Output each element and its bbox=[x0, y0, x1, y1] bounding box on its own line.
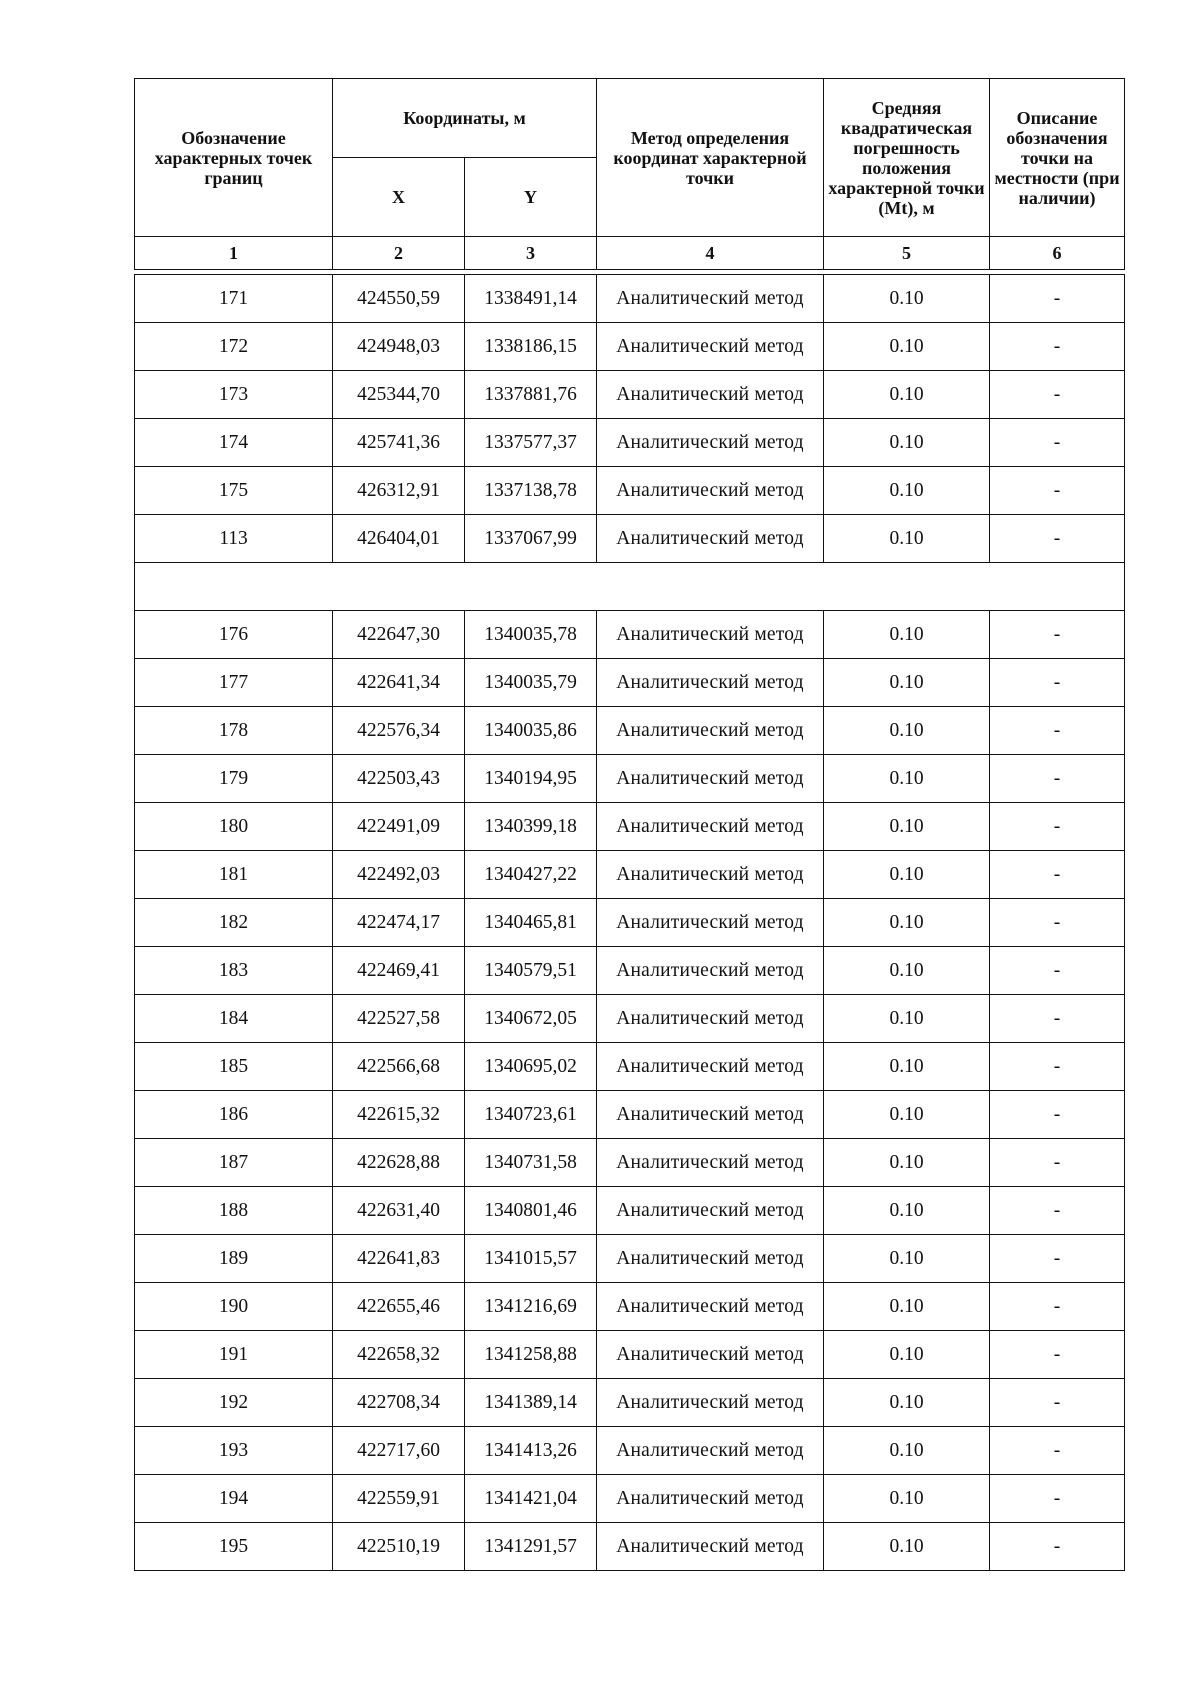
cell-y: 1340035,79 bbox=[465, 659, 597, 707]
cell-description: - bbox=[990, 1331, 1125, 1379]
cell-description: - bbox=[990, 659, 1125, 707]
cell-y: 1340695,02 bbox=[465, 1043, 597, 1091]
cell-method: Аналитический метод bbox=[597, 1523, 824, 1571]
cell-description: - bbox=[990, 1091, 1125, 1139]
cell-description: - bbox=[990, 1523, 1125, 1571]
cell-description: - bbox=[990, 323, 1125, 371]
cell-point: 192 bbox=[135, 1379, 333, 1427]
cell-y: 1341291,57 bbox=[465, 1523, 597, 1571]
cell-point: 185 bbox=[135, 1043, 333, 1091]
cell-error: 0.10 bbox=[824, 1379, 990, 1427]
column-number: 4 bbox=[597, 237, 824, 270]
cell-y: 1337138,78 bbox=[465, 467, 597, 515]
cell-error: 0.10 bbox=[824, 1331, 990, 1379]
cell-method: Аналитический метод bbox=[597, 371, 824, 419]
cell-error: 0.10 bbox=[824, 947, 990, 995]
cell-x: 422469,41 bbox=[333, 947, 465, 995]
cell-error: 0.10 bbox=[824, 899, 990, 947]
table-row bbox=[135, 371, 1125, 419]
cell-method: Аналитический метод bbox=[597, 275, 824, 323]
column-number-row bbox=[135, 237, 1125, 270]
header-coordinates: Координаты, м bbox=[333, 79, 597, 158]
table-row bbox=[135, 1283, 1125, 1331]
cell-x: 425741,36 bbox=[333, 419, 465, 467]
cell-description: - bbox=[990, 419, 1125, 467]
header-point-designation: Обозначение характерных точек границ bbox=[135, 79, 333, 237]
cell-point: 191 bbox=[135, 1331, 333, 1379]
cell-error: 0.10 bbox=[824, 515, 990, 563]
cell-description: - bbox=[990, 467, 1125, 515]
cell-x: 422641,34 bbox=[333, 659, 465, 707]
table-row bbox=[135, 1475, 1125, 1523]
cell-method: Аналитический метод bbox=[597, 515, 824, 563]
cell-point: 179 bbox=[135, 755, 333, 803]
cell-x: 426312,91 bbox=[333, 467, 465, 515]
cell-description: - bbox=[990, 275, 1125, 323]
table-row bbox=[135, 1235, 1125, 1283]
cell-error: 0.10 bbox=[824, 1283, 990, 1331]
cell-point: 184 bbox=[135, 995, 333, 1043]
table-row bbox=[135, 659, 1125, 707]
cell-point: 113 bbox=[135, 515, 333, 563]
cell-description: - bbox=[990, 1187, 1125, 1235]
cell-y: 1338186,15 bbox=[465, 323, 597, 371]
cell-method: Аналитический метод bbox=[597, 1187, 824, 1235]
column-number: 3 bbox=[465, 237, 597, 270]
cell-x: 422717,60 bbox=[333, 1427, 465, 1475]
cell-method: Аналитический метод bbox=[597, 323, 824, 371]
cell-method: Аналитический метод bbox=[597, 1235, 824, 1283]
cell-x: 422647,30 bbox=[333, 611, 465, 659]
cell-point: 175 bbox=[135, 467, 333, 515]
cell-point: 174 bbox=[135, 419, 333, 467]
cell-y: 1341389,14 bbox=[465, 1379, 597, 1427]
cell-error: 0.10 bbox=[824, 371, 990, 419]
cell-y: 1340399,18 bbox=[465, 803, 597, 851]
cell-error: 0.10 bbox=[824, 803, 990, 851]
cell-x: 424948,03 bbox=[333, 323, 465, 371]
table-row bbox=[135, 323, 1125, 371]
cell-y: 1340672,05 bbox=[465, 995, 597, 1043]
cell-x: 422527,58 bbox=[333, 995, 465, 1043]
column-number: 5 bbox=[824, 237, 990, 270]
cell-method: Аналитический метод bbox=[597, 1379, 824, 1427]
cell-error: 0.10 bbox=[824, 1523, 990, 1571]
cell-error: 0.10 bbox=[824, 611, 990, 659]
cell-y: 1340194,95 bbox=[465, 755, 597, 803]
cell-y: 1340801,46 bbox=[465, 1187, 597, 1235]
cell-method: Аналитический метод bbox=[597, 803, 824, 851]
cell-point: 187 bbox=[135, 1139, 333, 1187]
document-page bbox=[134, 78, 1124, 1571]
cell-method: Аналитический метод bbox=[597, 755, 824, 803]
section-separator-row bbox=[135, 563, 1125, 611]
cell-y: 1341216,69 bbox=[465, 1283, 597, 1331]
cell-x: 426404,01 bbox=[333, 515, 465, 563]
cell-y: 1340427,22 bbox=[465, 851, 597, 899]
cell-method: Аналитический метод bbox=[597, 1283, 824, 1331]
cell-y: 1337067,99 bbox=[465, 515, 597, 563]
table-row bbox=[135, 995, 1125, 1043]
cell-description: - bbox=[990, 851, 1125, 899]
table-row bbox=[135, 275, 1125, 323]
cell-description: - bbox=[990, 1043, 1125, 1091]
cell-description: - bbox=[990, 1427, 1125, 1475]
cell-method: Аналитический метод bbox=[597, 899, 824, 947]
cell-y: 1341413,26 bbox=[465, 1427, 597, 1475]
cell-x: 422631,40 bbox=[333, 1187, 465, 1235]
cell-description: - bbox=[990, 755, 1125, 803]
table-row bbox=[135, 1379, 1125, 1427]
cell-method: Аналитический метод bbox=[597, 467, 824, 515]
cell-error: 0.10 bbox=[824, 323, 990, 371]
table-row bbox=[135, 1139, 1125, 1187]
cell-error: 0.10 bbox=[824, 1235, 990, 1283]
cell-method: Аналитический метод bbox=[597, 851, 824, 899]
cell-error: 0.10 bbox=[824, 1139, 990, 1187]
cell-description: - bbox=[990, 515, 1125, 563]
table-row bbox=[135, 755, 1125, 803]
cell-point: 188 bbox=[135, 1187, 333, 1235]
cell-point: 180 bbox=[135, 803, 333, 851]
cell-error: 0.10 bbox=[824, 1475, 990, 1523]
cell-error: 0.10 bbox=[824, 659, 990, 707]
cell-description: - bbox=[990, 995, 1125, 1043]
cell-error: 0.10 bbox=[824, 851, 990, 899]
cell-y: 1340723,61 bbox=[465, 1091, 597, 1139]
cell-error: 0.10 bbox=[824, 467, 990, 515]
cell-x: 424550,59 bbox=[333, 275, 465, 323]
table-row bbox=[135, 1523, 1125, 1571]
column-number: 1 bbox=[135, 237, 333, 270]
cell-description: - bbox=[990, 1139, 1125, 1187]
cell-x: 422576,34 bbox=[333, 707, 465, 755]
table-row bbox=[135, 1091, 1125, 1139]
table-row bbox=[135, 467, 1125, 515]
cell-x: 422655,46 bbox=[333, 1283, 465, 1331]
table-header bbox=[135, 79, 1125, 275]
cell-method: Аналитический метод bbox=[597, 1475, 824, 1523]
cell-point: 193 bbox=[135, 1427, 333, 1475]
cell-point: 182 bbox=[135, 899, 333, 947]
cell-point: 177 bbox=[135, 659, 333, 707]
table-row bbox=[135, 803, 1125, 851]
cell-point: 178 bbox=[135, 707, 333, 755]
cell-error: 0.10 bbox=[824, 707, 990, 755]
header-description: Описание обозначения точки на местности (при наличии) bbox=[990, 79, 1125, 237]
cell-error: 0.10 bbox=[824, 995, 990, 1043]
coordinates-table bbox=[134, 78, 1125, 1571]
cell-error: 0.10 bbox=[824, 755, 990, 803]
cell-y: 1340731,58 bbox=[465, 1139, 597, 1187]
cell-x: 422658,32 bbox=[333, 1331, 465, 1379]
cell-x: 422566,68 bbox=[333, 1043, 465, 1091]
cell-method: Аналитический метод bbox=[597, 995, 824, 1043]
cell-method: Аналитический метод bbox=[597, 1427, 824, 1475]
cell-error: 0.10 bbox=[824, 1091, 990, 1139]
cell-y: 1340465,81 bbox=[465, 899, 597, 947]
cell-point: 194 bbox=[135, 1475, 333, 1523]
cell-method: Аналитический метод bbox=[597, 611, 824, 659]
cell-method: Аналитический метод bbox=[597, 1043, 824, 1091]
cell-description: - bbox=[990, 947, 1125, 995]
cell-point: 189 bbox=[135, 1235, 333, 1283]
cell-x: 425344,70 bbox=[333, 371, 465, 419]
table-row bbox=[135, 947, 1125, 995]
cell-y: 1337577,37 bbox=[465, 419, 597, 467]
cell-x: 422474,17 bbox=[333, 899, 465, 947]
cell-description: - bbox=[990, 1235, 1125, 1283]
column-number: 6 bbox=[990, 237, 1125, 270]
cell-description: - bbox=[990, 1283, 1125, 1331]
cell-x: 422615,32 bbox=[333, 1091, 465, 1139]
cell-point: 190 bbox=[135, 1283, 333, 1331]
cell-x: 422503,43 bbox=[333, 755, 465, 803]
cell-point: 186 bbox=[135, 1091, 333, 1139]
cell-description: - bbox=[990, 611, 1125, 659]
header-x: X bbox=[333, 158, 465, 237]
cell-method: Аналитический метод bbox=[597, 659, 824, 707]
cell-method: Аналитический метод bbox=[597, 419, 824, 467]
header-y: Y bbox=[465, 158, 597, 237]
table-row bbox=[135, 851, 1125, 899]
table-row bbox=[135, 707, 1125, 755]
cell-y: 1338491,14 bbox=[465, 275, 597, 323]
cell-y: 1340579,51 bbox=[465, 947, 597, 995]
cell-description: - bbox=[990, 707, 1125, 755]
cell-description: - bbox=[990, 1379, 1125, 1427]
table-body bbox=[135, 275, 1125, 1571]
cell-method: Аналитический метод bbox=[597, 1331, 824, 1379]
cell-description: - bbox=[990, 371, 1125, 419]
cell-x: 422628,88 bbox=[333, 1139, 465, 1187]
cell-method: Аналитический метод bbox=[597, 1139, 824, 1187]
cell-error: 0.10 bbox=[824, 275, 990, 323]
cell-point: 181 bbox=[135, 851, 333, 899]
cell-point: 195 bbox=[135, 1523, 333, 1571]
cell-error: 0.10 bbox=[824, 419, 990, 467]
cell-x: 422708,34 bbox=[333, 1379, 465, 1427]
cell-y: 1337881,76 bbox=[465, 371, 597, 419]
cell-description: - bbox=[990, 899, 1125, 947]
cell-point: 183 bbox=[135, 947, 333, 995]
table-row bbox=[135, 899, 1125, 947]
table-row bbox=[135, 419, 1125, 467]
cell-y: 1341421,04 bbox=[465, 1475, 597, 1523]
empty-cell bbox=[135, 563, 1125, 611]
table-row bbox=[135, 1331, 1125, 1379]
cell-x: 422510,19 bbox=[333, 1523, 465, 1571]
cell-point: 171 bbox=[135, 275, 333, 323]
table-row bbox=[135, 1043, 1125, 1091]
cell-x: 422559,91 bbox=[333, 1475, 465, 1523]
cell-point: 176 bbox=[135, 611, 333, 659]
cell-y: 1340035,78 bbox=[465, 611, 597, 659]
cell-y: 1341258,88 bbox=[465, 1331, 597, 1379]
cell-y: 1340035,86 bbox=[465, 707, 597, 755]
cell-x: 422491,09 bbox=[333, 803, 465, 851]
table-row bbox=[135, 611, 1125, 659]
cell-x: 422492,03 bbox=[333, 851, 465, 899]
cell-method: Аналитический метод bbox=[597, 947, 824, 995]
table-row bbox=[135, 515, 1125, 563]
cell-y: 1341015,57 bbox=[465, 1235, 597, 1283]
header-error: Средняя квадратическая погрешность положения характерной точки (Mt), м bbox=[824, 79, 990, 237]
header-method: Метод определения координат характерной точки bbox=[597, 79, 824, 237]
cell-point: 172 bbox=[135, 323, 333, 371]
table-row bbox=[135, 1427, 1125, 1475]
cell-x: 422641,83 bbox=[333, 1235, 465, 1283]
cell-error: 0.10 bbox=[824, 1427, 990, 1475]
cell-description: - bbox=[990, 1475, 1125, 1523]
column-number: 2 bbox=[333, 237, 465, 270]
cell-description: - bbox=[990, 803, 1125, 851]
cell-method: Аналитический метод bbox=[597, 707, 824, 755]
table-row bbox=[135, 1187, 1125, 1235]
cell-method: Аналитический метод bbox=[597, 1091, 824, 1139]
cell-error: 0.10 bbox=[824, 1043, 990, 1091]
cell-point: 173 bbox=[135, 371, 333, 419]
cell-error: 0.10 bbox=[824, 1187, 990, 1235]
